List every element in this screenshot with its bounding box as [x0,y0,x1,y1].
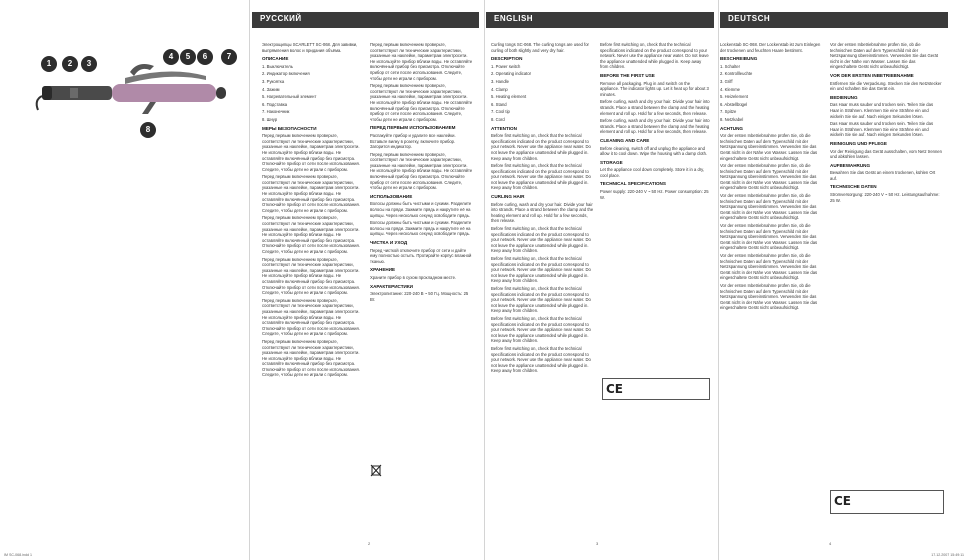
parts-item: 7. Наконечник [262,109,290,115]
deutsch-column-1 [720,42,824,313]
cleaning-text: Vor der Reinigung das Gerät ausschalten, vom Netz trennen und abkühlen lassen. [830,148,942,160]
clamp-shape [125,71,206,84]
callout-5: 5 [180,49,196,65]
operation-text: Волосы должны быть чистыми и сухими. Разделите волосы на пряди. Зажмите прядь и накрутите её на щипцы. Через несколько секунд освободите прядь. [370,220,472,237]
safety-text: Before first switching on, check that the technical specifications indicated on the product correspond to your network. Never use the appliance near water. Do not leave the appliance unattended while plugged in. Keep away from children. [491,226,591,254]
spec-heading: ХАРАКТЕРИСТИКИ [370,283,413,289]
parts-heading: DESCRIPTION [491,56,523,62]
safety-text: Перед первым включением проверьте, соответствуют ли технические характеристики, указанные на наклейке, параметрам электросети. Не используйте прибор вблизи воды. Не оставляйте включённый прибор без присмотра. Отключайте прибор от сети после использования. Следите, чтобы дети не играли с прибором. [262,215,360,254]
spec-heading: TECHNICAL SPECIFICATIONS [600,181,666,187]
first-use-text: Remove all packaging. Plug in and switch on the appliance. The indicator lights up. Let it heat up for about 3 minutes. [600,80,709,97]
storage-text: Храните прибор в сухом прохладном месте. [370,274,457,280]
callout-7: 7 [221,49,237,65]
callout-8: 8 [140,122,156,138]
ce-notice-box [602,378,710,400]
safety-text: Before first switching on, check that the technical specifications indicated on the product correspond to your network. Never use the appliance near water. Do not leave the appliance unattended while plugged in. Keep away from children. [491,345,591,374]
parts-item: 1. Schalter [720,63,741,69]
english-column-1 [491,42,595,376]
section-title: DEUTSCH [728,14,771,23]
parts-item: 7. Cool tip [491,109,510,115]
cleaning-heading: ЧИСТКА И УХОД [370,240,408,245]
first-use-text: Распакуйте прибор и удалите все наклейки. Вставьте вилку в розетку, включите прибор. Загорится индикатор. [370,132,456,150]
stand-shape [142,102,156,114]
intro-text: Электрощипцы SCARLETT SC-068. Для завивки, выпрямления волос и придания объёма. [262,42,358,53]
operation-text: Before curling, wash and dry your hair. Divide your hair into strands. Place a strand between the clamp and the heating element and roll up. Hold for a few seconds, then release. [600,99,710,116]
callout-4: 4 [163,49,179,65]
storage-heading: AUFBEWAHRUNG [830,162,871,168]
operation-text: Before curling, wash and dry your hair. Divide your hair into strands. Place a strand between the clamp and the heating element and roll up. Hold for a few seconds, then release. [600,118,710,135]
callout-6: 6 [197,49,213,65]
switch-end-shape [42,86,52,100]
russian-column-1 [262,42,362,380]
parts-item: 4. Clamp [491,86,508,92]
spec-heading: TECHNISCHE DATEN [830,184,877,190]
callout-3: 3 [81,56,97,72]
safety-text: Перед первым включением проверьте, соответствуют ли технические характеристики, указанные на наклейке, параметрам электросети. Не используйте прибор вблизи воды. Не оставляйте включённый прибор без присмотра. Отключайте прибор от сети после использования. Следите, чтобы дети не играли с прибором. [370,151,473,191]
page-number: 3 [596,541,599,546]
storage-text: Let the appliance cool down completely. Store it in a dry, cool place. [600,167,705,178]
tip-shape [216,87,226,99]
safety-text: Перед первым включением проверьте, соответствуют ли технические характеристики, указанные на наклейке, параметрам электросети. Не используйте прибор вблизи воды. Не оставляйте включённый прибор без присмотра. Отключайте прибор от сети после использования. Следите, чтобы дети не играли с прибором. [370,83,473,122]
english-column-2 [600,42,710,202]
section-header-russian [252,12,479,28]
indicator-shape [70,88,78,98]
first-use-heading: ПЕРЕД ПЕРВЫМ ИСПОЛЬЗОВАНИЕМ [370,125,456,131]
safety-text: Before first switching on, check that the technical specifications indicated on the product correspond to your network. Never use the appliance near water. Do not leave the appliance unattended while plugged in. Keep away from children. [491,256,591,284]
operation-text: Das Haar muss sauber und trocken sein. Teilen Sie das Haar in Strähnen. Klemmen Sie eine Strähne ein und wickeln Sie sie auf. Nach einigen Sekunden lösen. [830,102,934,119]
section-header-english [486,12,714,28]
safety-text: Перед первым включением проверьте, соответствуют ли технические характеристики, указанные на наклейке, параметрам электросети. Не используйте прибор вблизи воды. Не оставляйте включённый прибор без присмотра. Отключайте прибор от сети после использования. Следите, чтобы дети не играли с прибором. [262,338,360,378]
intro-text: Lockenstab SC-068. Der Lockenstab ist zum Einlegen der trockenen und feuchten Haare bestimmt. [720,42,821,53]
intro-text: Curling tongs SC-068. The curling tongs are used for curling of both slightly and very dry hair. [491,42,589,53]
safety-text: Перед первым включением проверьте, соответствуют ли технические характеристики, указанные на наклейке, параметрам электросети. Не используйте прибор вблизи воды. Не оставляйте включённый прибор без присмотра. Отключайте прибор от сети после использования. Следите, чтобы дети не играли с прибором. [262,297,360,337]
section-title: ENGLISH [494,14,534,23]
first-use-heading: BEFORE THE FIRST USE [600,72,655,78]
operation-heading: ИСПОЛЬЗОВАНИЕ [370,193,413,199]
first-use-text: Entfernen Sie die Verpackung. Stecken Sie den Netzstecker ein und schalten Sie das Gerät ein. [830,80,942,92]
first-use-heading: VOR DER ERSTEN INBETRIEBNAHME [830,72,914,78]
operation-text: Before curling, wash and dry your hair. Divide your hair into strands. Place a strand between the clamp and the heating element and roll up. Hold for a few seconds, then release. [491,201,594,224]
parts-item: 5. Heizelement [720,94,748,100]
storage-text: Bewahren Sie das Gerät an einem trockenen, kühlen Ort auf. [830,170,936,181]
safety-text: Перед первым включением проверьте, соответствуют ли технические характеристики, указанные на наклейке, параметрам электросети. Не используйте прибор вблизи воды. Не оставляйте включённый прибор без присмотра. Отключайте прибор от сети после использования. Следите, чтобы дети не играли с прибором. [262,133,360,172]
safety-text: Vor der ersten Inbetriebnahme prüfen Sie, ob die technischen Daten auf dem Typenschild mit der Netzspannung übereinstimmen. Verwenden Sie das Gerät nicht in der Nähe von Wasser. Lassen Sie das eingeschaltete Gerät nicht unbeaufsichtigt. [720,253,818,281]
print-slug-left: IM SC-068.indd 1 [4,553,32,557]
safety-text: Vor der ersten Inbetriebnahme prüfen Sie, ob die technischen Daten auf dem Typenschild mit der Netzspannung übereinstimmen. Verwenden Sie das Gerät nicht in der Nähe von Wasser. Lassen Sie das eingeschaltete Gerät nicht unbeaufsichtigt. [720,133,818,161]
section-header-deutsch [720,12,948,28]
operation-heading: BEDIENUNG [830,94,858,100]
safety-text: Vor der ersten Inbetriebnahme prüfen Sie, ob die technischen Daten auf dem Typenschild mit der Netzspannung übereinstimmen. Verwenden Sie das Gerät nicht in der Nähe von Wasser. Lassen Sie das eingeschaltete Gerät nicht unbeaufsichtigt. [830,42,939,70]
parts-heading: ОПИСАНИЕ [262,56,289,62]
parts-item: 6. Abstellbügel [720,101,748,107]
parts-item: 4. Зажим [262,86,280,92]
parts-item: 8. Cord [491,116,505,122]
storage-heading: STORAGE [600,159,623,165]
spec-text: Stromversorgung: 220-240 V ~ 50 Hz. Leistungsaufnahme: 25 W. [830,192,940,203]
callout-1: 1 [41,56,57,72]
parts-item: 5. Heating element [491,94,527,100]
safety-text: Перед первым включением проверьте, соответствуют ли технические характеристики, указанные на наклейке, параметрам электросети. Не используйте прибор вблизи воды. Не оставляйте включённый прибор без присмотра. Отключайте прибор от сети после использования. Следите, чтобы дети не играли с прибором. [370,42,473,81]
safety-heading: ATTENTION [491,125,517,131]
parts-item: 2. Kontrollleuchte [720,71,753,77]
cleaning-heading: CLEANING AND CARE [600,137,650,143]
parts-item: 1. Power switch [491,63,521,69]
parts-item: 4. Klemme [720,86,741,92]
parts-item: 7. Spitze [720,109,737,115]
parts-item: 5. Нагревательный элемент [262,94,317,100]
safety-text: Перед первым включением проверьте, соответствуют ли технические характеристики, указанные на наклейке, параметрам электросети. Не используйте прибор вблизи воды. Не оставляйте включённый прибор без присмотра. Отключайте прибор от сети после использования. Следите, чтобы дети не играли с прибором. [262,174,360,213]
safety-text: Before first switching on, check that the technical specifications indicated on the product correspond to your network. Never use the appliance near water. Do not leave the appliance unattended while plugged in. Keep away from children. [491,133,591,161]
safety-heading: МЕРЫ БЕЗОПАСНОСТИ [262,125,317,131]
operation-text: Волосы должны быть чистыми и сухими. Разделите волосы на пряди. Зажмите прядь и накрутите её на щипцы. Через несколько секунд освободите прядь. [370,201,472,218]
parts-item: 6. Подставка [262,101,288,107]
safety-text: Vor der ersten Inbetriebnahme prüfen Sie, ob die technischen Daten auf dem Typenschild mit der Netzspannung übereinstimmen. Verwenden Sie das Gerät nicht in der Nähe von Wasser. Lassen Sie das eingeschaltete Gerät nicht unbeaufsichtigt. [720,163,818,191]
cleaning-text: Перед чисткой отключите прибор от сети и дайте ему полностью остыть. Протирайте корпус влажной тканью. [370,247,472,264]
cord-shape [37,96,42,110]
parts-item: 6. Stand [491,101,507,107]
safety-text: Vor der ersten Inbetriebnahme prüfen Sie, ob die technischen Daten auf dem Typenschild mit der Netzspannung übereinstimmen. Verwenden Sie das Gerät nicht in der Nähe von Wasser. Lassen Sie das eingeschaltete Gerät nicht unbeaufsichtigt. [720,223,818,251]
print-slug-right: 17.12.2007 15:49:11 [931,553,964,557]
ce-mark: CE [834,494,852,508]
parts-item: 3. Рукоятка [262,78,285,84]
barrel-shape [112,84,216,102]
safety-text: Before first switching on, check that the technical specifications indicated on the product correspond to your network. Never use the appliance near water. Do not leave the appliance unattended while plugged in. Keep away from children. [491,163,591,191]
parts-item: 2. Operating indicator [491,71,532,77]
safety-text: Vor der ersten Inbetriebnahme prüfen Sie, ob die technischen Daten auf dem Typenschild mit der Netzspannung übereinstimmen. Verwenden Sie das Gerät nicht in der Nähe von Wasser. Lassen Sie das eingeschaltete Gerät nicht unbeaufsichtigt. [720,193,818,221]
parts-item: 3. Griff [720,78,733,84]
cleaning-text: Before cleaning, switch off and unplug the appliance and allow it to cool down. Wipe the housing with a damp cloth. [600,145,708,157]
cleaning-heading: REINIGUNG UND PFLEGE [830,140,887,146]
safety-text: Before first switching on, check that the technical specifications indicated on the product correspond to your network. Never use the appliance near water. Do not leave the appliance unattended while plugged in. Keep away from children. [491,285,591,314]
safety-heading: ACHTUNG [720,125,743,131]
deutsch-column-2 [830,42,942,205]
spec-text: Power supply: 220-240 V ~ 50 Hz. Power consumption: 25 W. [600,189,709,200]
section-title: РУССКИЙ [260,14,302,23]
parts-item: 8. Netzkabel [720,116,744,122]
ce-mark: CE [606,382,624,396]
page-divider [718,0,719,560]
operation-text: Das Haar muss sauber und trocken sein. Teilen Sie das Haar in Strähnen. Klemmen Sie eine Strähne ein und wickeln Sie sie auf. Nach einigen Sekunden lösen. [830,121,934,138]
parts-item: 3. Handle [491,78,509,84]
operation-heading: CURLING HAIR [491,194,525,200]
page-divider [249,0,250,560]
page-number: 2 [368,541,371,546]
callout-2: 2 [62,56,78,72]
page-divider [484,0,485,560]
safety-text: Before first switching on, check that the technical specifications indicated on the product correspond to your network. Never use the appliance near water. Do not leave the appliance unattended while plugged in. Keep away from children. [491,315,591,344]
page-number: 4 [829,541,832,546]
ce-notice-box [830,490,944,514]
recycling-bin-icon [370,463,382,482]
parts-item: 1. Выключатель [262,63,293,69]
safety-text: Vor der ersten Inbetriebnahme prüfen Sie, ob die technischen Daten auf dem Typenschild mit der Netzspannung übereinstimmen. Verwenden Sie das Gerät nicht in der Nähe von Wasser. Lassen Sie das eingeschaltete Gerät nicht unbeaufsichtigt. [720,282,818,311]
parts-heading: BESCHREIBUNG [720,56,758,62]
parts-item: 2. Индикатор включения [262,71,310,77]
safety-text: Перед первым включением проверьте, соответствуют ли технические характеристики, указанные на наклейке, параметрам электросети. Не используйте прибор вблизи воды. Не оставляйте включённый прибор без присмотра. Отключайте прибор от сети после использования. Следите, чтобы дети не играли с прибором. [262,256,360,296]
storage-heading: ХРАНЕНИЕ [370,267,396,273]
safety-text: Before first switching on, check that the technical specifications indicated on the product correspond to your network. Never use the appliance near water. Do not leave the appliance unattended while plugged in. Keep away from children. [600,42,709,70]
russian-column-2 [370,42,474,304]
spec-text: Электропитание: 220-240 В ~ 50 Гц. Мощность: 25 Вт. [370,291,469,302]
parts-item: 8. Шнур [262,116,278,122]
